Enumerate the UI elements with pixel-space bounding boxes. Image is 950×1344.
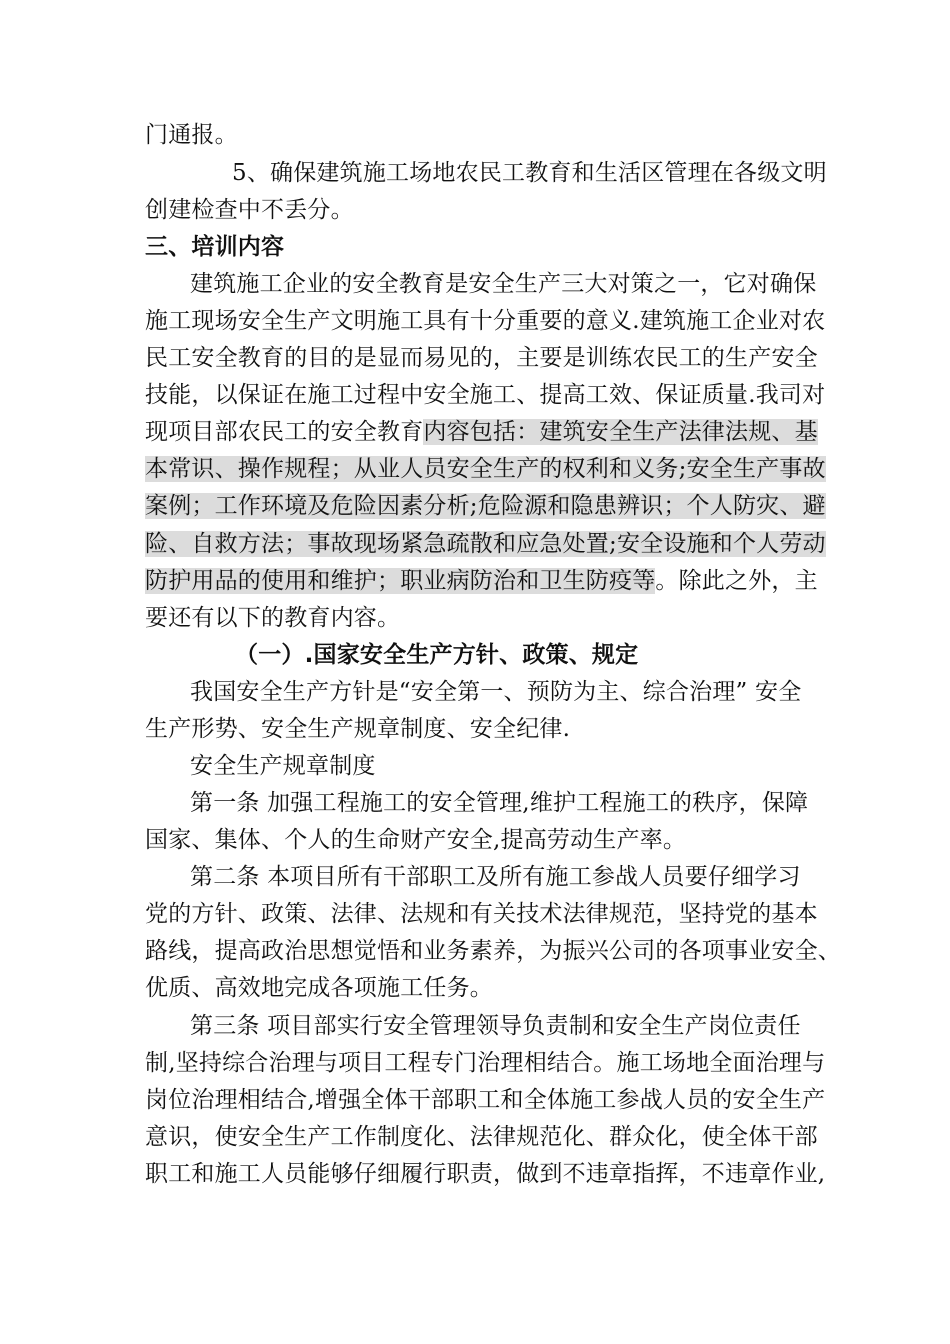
text-line: 第二条 本项目所有干部职工及所有施工参战人员要仔细学习 bbox=[190, 864, 801, 890]
text-line: 第一条 加强工程施工的安全管理,维护工程施工的秩序，保障 bbox=[190, 790, 809, 816]
subsection-heading: （一）.国家安全生产方针、政策、规定 bbox=[235, 642, 639, 668]
text-segment: 现项目部农民工的安全教育 bbox=[145, 419, 424, 445]
section-heading: 三、培训内容 bbox=[145, 234, 285, 260]
text-line: 我国安全生产方针是“安全第一、预防为主、综合治理” 安全 bbox=[190, 679, 802, 705]
text-line: 要还有以下的教育内容。 bbox=[145, 605, 401, 631]
text-line: 意识，使安全生产工作制度化、法律规范化、群众化，使全体干部 bbox=[145, 1124, 818, 1150]
text-line: 生产形势、安全生产规章制度、安全纪律. bbox=[145, 716, 571, 742]
text-line: 岗位治理相结合,增强全体干部职工和全体施工参战人员的安全生产 bbox=[145, 1087, 826, 1113]
text-line: 门通报。 bbox=[145, 122, 238, 148]
text-line: 民工安全教育的目的是显而易见的，主要是训练农民工的生产安全 bbox=[145, 345, 818, 371]
text-segment: 。除此之外，主 bbox=[655, 568, 818, 594]
text-line bbox=[145, 563, 818, 600]
highlighted-text: 案例；工作环境及危险因素分析;危险源和隐患辨识；个人防灾、避 bbox=[145, 493, 826, 519]
text-line: 制,坚持综合治理与项目工程专门治理相结合。施工场地全面治理与 bbox=[145, 1050, 826, 1076]
highlighted-text: 本常识、操作规程；从业人员安全生产的权利和义务;安全生产事故 bbox=[145, 456, 826, 482]
text-line: 安全生产规章制度 bbox=[190, 753, 376, 779]
text-line bbox=[145, 526, 826, 563]
text-line bbox=[145, 488, 826, 525]
text-line: 建筑施工企业的安全教育是安全生产三大对策之一，它对确保 bbox=[190, 271, 817, 297]
text-line: 第三条 项目部实行安全管理领导负责制和安全生产岗位责任 bbox=[190, 1013, 801, 1039]
text-line: 职工和施工人员能够仔细履行职责，做到不违章指挥，不违章作业, bbox=[145, 1161, 826, 1187]
text-line: 技能，以保证在施工过程中安全施工、提高工效、保证质量.我司对 bbox=[145, 382, 826, 408]
text-line: 施工现场安全生产文明施工具有十分重要的意义.建筑施工企业对农 bbox=[145, 308, 826, 334]
text-line: 创建检查中不丢分。 bbox=[145, 197, 354, 223]
highlighted-text: 内容包括：建筑安全生产法律法规、基 bbox=[423, 419, 818, 445]
text-line bbox=[145, 451, 826, 488]
text-line: 路线，提高政治思想觉悟和业务素养，为振兴公司的各项事业安全、 bbox=[145, 938, 841, 964]
text-line: 优质、高效地完成各项施工任务。 bbox=[145, 975, 493, 1001]
highlighted-text: 险、自救方法；事故现场紧急疏散和应急处置;安全设施和个人劳动 bbox=[145, 531, 826, 557]
text-line bbox=[145, 414, 818, 451]
text-line: 5、确保建筑施工场地农民工教育和生活区管理在各级文明 bbox=[232, 160, 827, 186]
text-line: 国家、集体、个人的生命财产安全,提高劳动生产率。 bbox=[145, 827, 687, 853]
text-line: 党的方针、政策、法律、法规和有关技术法律规范，坚持党的基本 bbox=[145, 901, 818, 927]
highlighted-text: 防护用品的使用和维护；职业病防治和卫生防疫等 bbox=[145, 568, 656, 594]
